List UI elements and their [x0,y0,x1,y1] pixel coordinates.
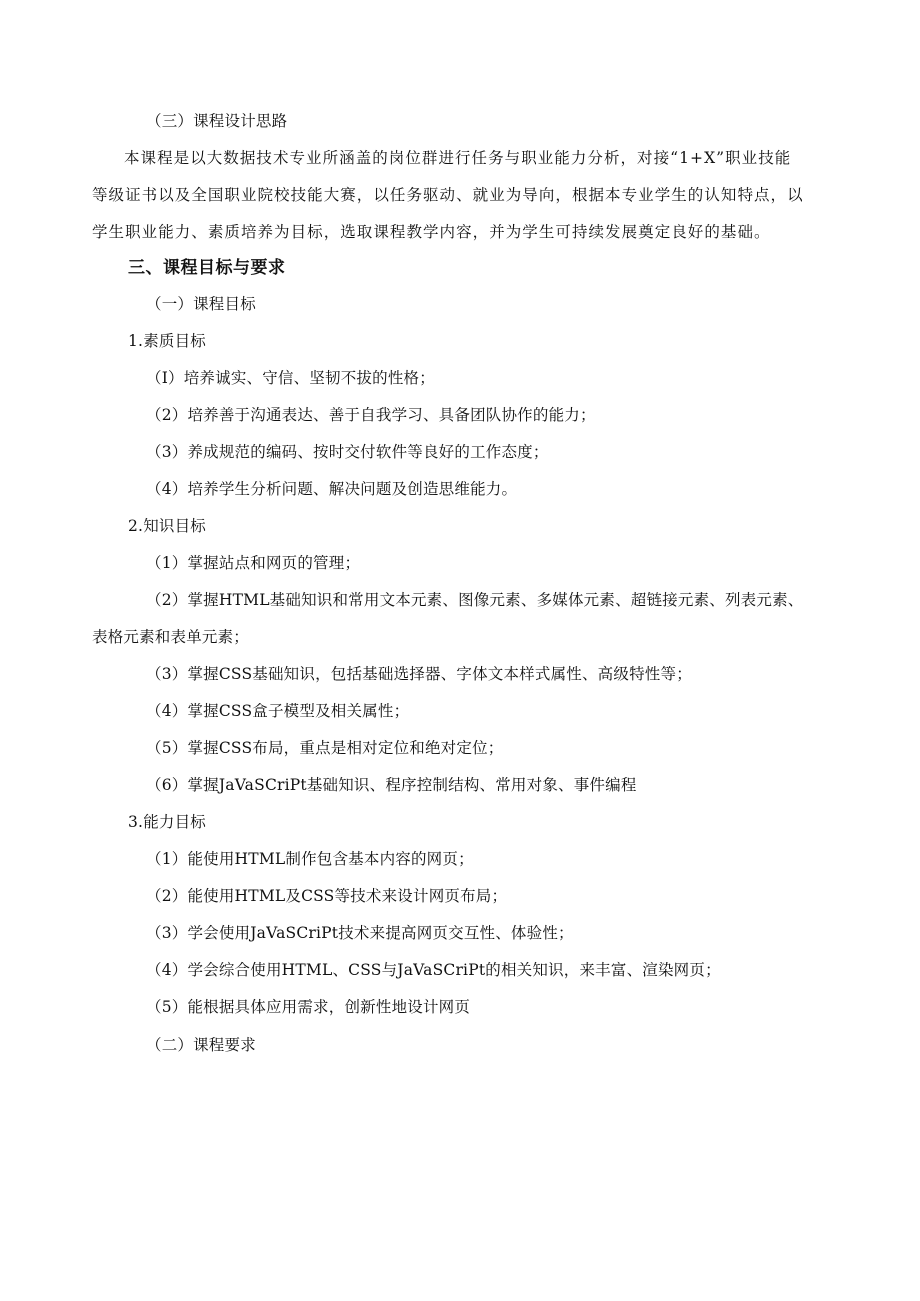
quality-goal-item: （2）培养善于沟通表达、善于自我学习、具备团队协作的能力； [146,406,596,424]
section-design-heading: （三）课程设计思路 [146,112,288,130]
knowledge-goal-item: （5）掌握CSS布局，重点是相对定位和绝对定位； [146,739,504,757]
knowledge-goal-item: （3）掌握CSS基础知识，包括基础选择器、字体文本样式属性、高级特性等； [146,665,692,683]
knowledge-goal-item-continuation: 表格元素和表单元素； [92,628,250,646]
ability-goal-item: （5）能根据具体应用需求，创新性地设计网页 [146,998,471,1016]
design-paragraph-line-1: 本课程是以大数据技术专业所涵盖的岗位群进行任务与职业能力分析，对接“1+X”职业技能 [124,149,792,167]
objectives-subheading: （一）课程目标 [146,295,256,313]
knowledge-goals-title: 2.知识目标 [128,517,206,535]
quality-goal-item: （3）养成规范的编码、按时交付软件等良好的工作态度； [146,443,549,461]
requirements-subheading: （二）课程要求 [146,1036,256,1054]
ability-goal-item: （4）学会综合使用HTML、CSS与JaVaSCriPt的相关知识，来丰富、渲染网页； [146,961,721,979]
quality-goals-title: 1.素质目标 [128,332,206,350]
knowledge-goal-item: （6）掌握JaVaSCriPt基础知识、程序控制结构、常用对象、事件编程 [146,776,637,794]
knowledge-goal-item: （1）掌握站点和网页的管理； [146,554,361,572]
knowledge-goal-item: （4）掌握CSS盒子模型及相关属性； [146,702,410,720]
chapter-heading: 三、课程目标与要求 [128,258,286,278]
quality-goal-item: （4）培养学生分析问题、解决问题及创造思维能力。 [146,480,518,498]
ability-goal-item: （2）能使用HTML及CSS等技术来设计网页布局； [146,887,508,905]
quality-goal-item: （I）培养诚实、守信、坚韧不拔的性格； [146,369,435,387]
ability-goals-title: 3.能力目标 [128,813,206,831]
design-paragraph-line-3: 学生职业能力、素质培养为目标，选取课程教学内容，并为学生可持续发展奠定良好的基础。 [92,223,771,241]
knowledge-goal-item: （2）掌握HTML基础知识和常用文本元素、图像元素、多媒体元素、超链接元素、列表元素、 [146,591,804,609]
ability-goal-item: （1）能使用HTML制作包含基本内容的网页； [146,850,474,868]
design-paragraph-line-2: 等级证书以及全国职业院校技能大赛，以任务驱动、就业为导向，根据本专业学生的认知特点，以 [92,186,804,204]
ability-goal-item: （3）学会使用JaVaSCriPt技术来提高网页交互性、体验性； [146,924,574,942]
